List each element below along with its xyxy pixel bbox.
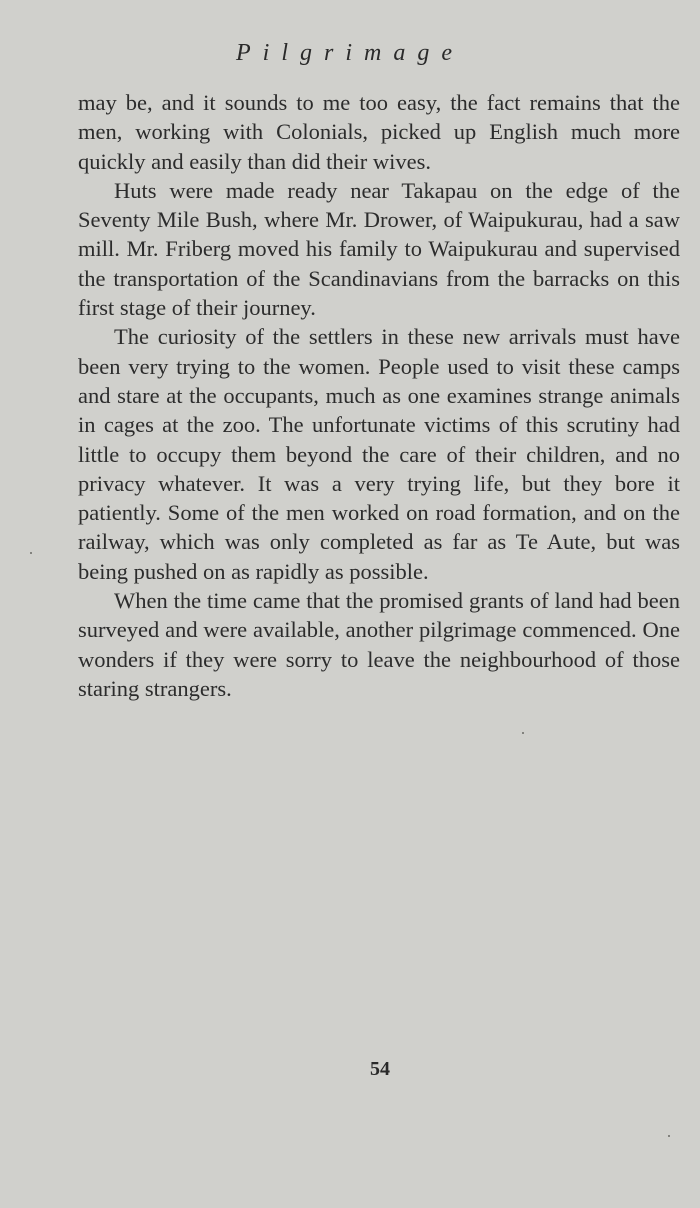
running-head: Pilgrimage [236,40,464,66]
paragraph-pilgrimage: When the time came that the promised grants of land had been surveyed and were available, another pilgrimage commenced. One wonders if they were sorry to leave the neighbourhood of those staring strangers. [78,588,680,701]
body-text [78,88,680,703]
margin-speck [522,732,524,734]
paragraph-huts: Huts were made ready near Takapau on the edge of the Seventy Mile Bush, where Mr. Drower, of Waipukurau, had a saw mill. Mr. Friberg moved his family to Waipukurau and supervised the transportation of the Scandinavians from the barracks on this first stage of their journey. [78,177,680,321]
margin-speck [668,1135,670,1137]
paragraph-curiosity: The curiosity of the settlers in these new arrivals must have been very trying to the women. People used to visit these camps and stare at the occupants, much as one examines strange animals in cages at the zoo. The unfortunate victims of this scrutiny had little to occupy them beyond the care of their children, and no privacy whatever. It was a very trying life, but they bore it patiently. Some of the men worked on road formation, and on the railway, which was only completed as far as Te Aute, but was being pushed on as rapidly as possible. [78,324,680,584]
page-number: 54 [370,1058,390,1080]
margin-speck [30,552,32,554]
paragraph-continued: may be, and it sounds to me too easy, the fact remains that the men, working with Colonials, picked up English much more quickly and easily than did their wives. [78,90,680,174]
